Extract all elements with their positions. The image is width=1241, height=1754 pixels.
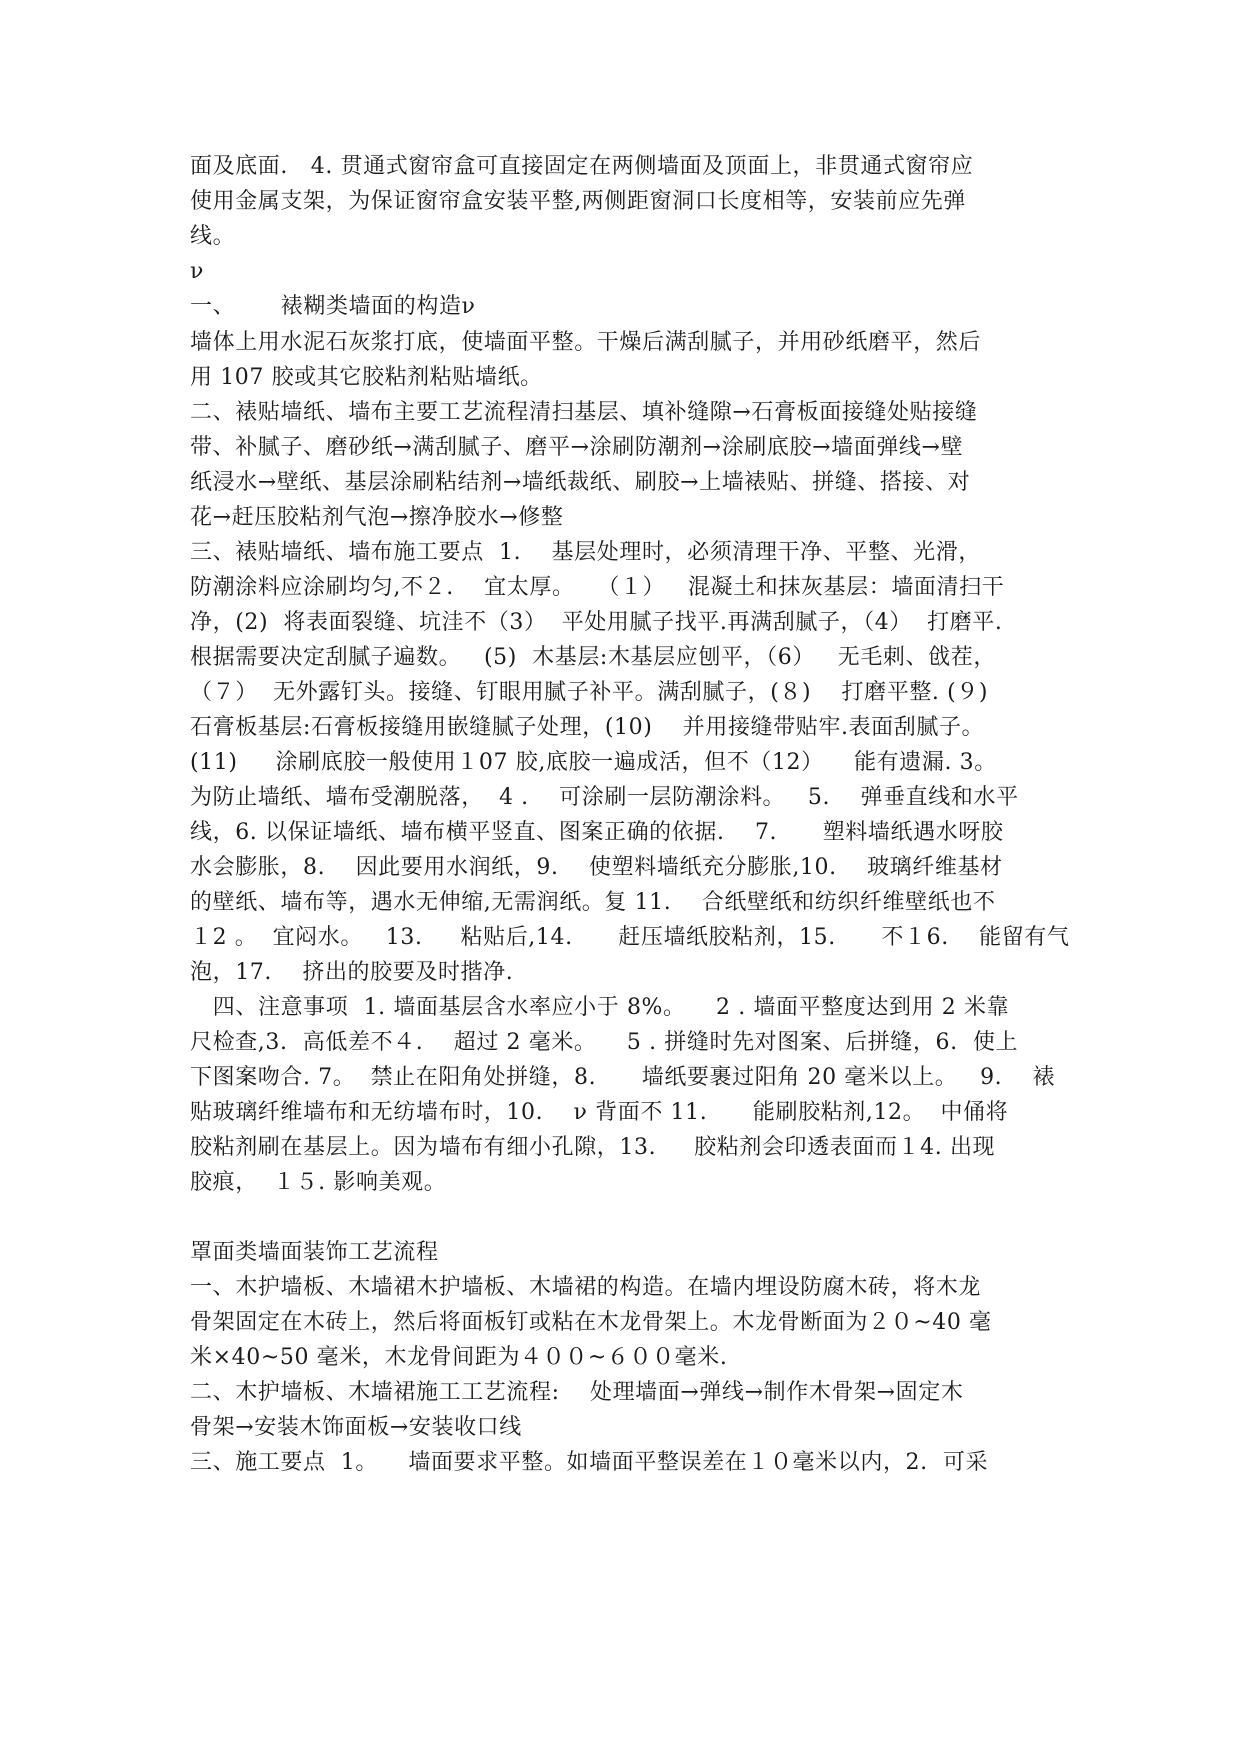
text-line: 三、裱贴墙纸、墙布施工要点 1. 基层处理时，必须清理干净、平整、光滑， xyxy=(190,540,981,565)
text-line: 三、施工要点 1。 墙面要求平整。如墙面平整误差在１０毫米以内，2. 可采 xyxy=(190,1450,989,1475)
text-line: 面及底面. 4. 贯通式窗帘盒可直接固定在两侧墙面及顶面上，非贯通式窗帘应 xyxy=(190,154,974,179)
text-line: 下图案吻合. 7。 禁止在阳角处拼缝，8. 墙纸要裹过阳角 20 毫米以上。 9. 裱 xyxy=(190,1065,1056,1090)
text-line: 线，6. 以保证墙纸、墙布横平竖直、图案正确的依据. 7. 塑料墙纸遇水呀胶 xyxy=(190,820,1004,845)
blank-line xyxy=(190,1201,1070,1235)
text-line: (11) 涂刷底胶一般使用１07 胶,底胶一遍成活，但不（12） 能有遗漏. 3。 xyxy=(190,750,997,775)
text-line: 的壁纸、墙布等，遇水无伸缩,无需润纸。复 11. 合纸壁纸和纺织纤维壁纸也不 xyxy=(190,890,996,915)
text-line: 线。 xyxy=(190,224,236,249)
text-line: 二、木护墙板、木墙裙施工工艺流程: 处理墙面→弹线→制作木骨架→固定木 xyxy=(190,1380,964,1405)
text-line: （７） 无外露钉头。接缝、钉眼用腻子补平。满刮腻子，(８) 打磨平整. (９) xyxy=(190,680,989,705)
text-line: 贴玻璃纤维墙布和无纺墙布时，10. ν 背面不 11. 能刷胶粘剂,12。 中俑将 xyxy=(190,1100,1009,1125)
text-line: 为防止墙纸、墙布受潮脱落， 4 . 可涂刷一层防潮涂料。 5. 弹垂直线和水平 xyxy=(190,785,1019,810)
section-heading: 罩面类墙面装饰工艺流程 xyxy=(190,1240,439,1265)
text-line: 石膏板基层:石膏板接缝用嵌缝腻子处理，(10) 并用接缝带贴牢.表面刮腻子。 xyxy=(190,715,985,740)
text-line: 骨架→安装木饰面板→安装收口线 xyxy=(190,1415,522,1440)
text-line: 一、木护墙板、木墙裙木护墙板、木墙裙的构造。在墙内埋设防腐木砖，将木龙 xyxy=(190,1275,982,1300)
text-line: 墙体上用水泥石灰浆打底，使墙面平整。干燥后满刮腻子，并用砂纸磨平，然后 xyxy=(190,330,982,355)
text-line: 使用金属支架，为保证窗帘盒安装平整,两侧距窗洞口长度相等，安装前应先弹 xyxy=(190,189,966,214)
text-line: 根据需要决定刮腻子遍数。 (5) 木基层:木基层应刨平，（6） 无毛刺、戗茬， xyxy=(190,645,996,670)
text-line: 胶粘剂刷在基层上。因为墙布有细小孔隙，13. 胶粘剂会印透表面而１4. 出现 xyxy=(190,1135,996,1160)
text-line: 骨架固定在木砖上，然后将面板钉或粘在木龙骨架上。木龙骨断面为２０~40 毫 xyxy=(190,1310,992,1335)
text-line: 二、裱贴墙纸、墙布主要工艺流程清扫基层、填补缝隙→石膏板面接缝处贴接缝 xyxy=(190,400,978,425)
text-line: 米×40~50 毫米，木龙骨间距为４００~６００毫米. xyxy=(190,1345,728,1370)
text-line: 水会膨胀，8. 因此要用水润纸，9. 使塑料墙纸充分膨胀,10. 玻璃纤维基材 xyxy=(190,855,1003,880)
text-line: 带、补腻子、磨砂纸→满刮腻子、磨平→涂刷防潮剂→涂刷底胶→墙面弹线→壁 xyxy=(190,435,964,460)
text-line: １2 。 宜闷水。 13. 粘贴后,14. 赶压墙纸胶粘剂，15. 不１6. 能留有气 xyxy=(190,925,1070,950)
text-line: 纸浸水→壁纸、基层涂刷粘结剂→墙纸裁纸、刷胶→上墙裱贴、拼缝、搭接、对 xyxy=(190,470,971,495)
text-line: 净，(2) 将表面裂缝、坑洼不（3） 平处用腻子找平.再满刮腻子，（4） 打磨平. xyxy=(190,610,1003,635)
text-line: 花→赶压胶粘剂气泡→擦净胶水→修整 xyxy=(190,505,564,530)
text-line: 防潮涂料应涂刷均匀,不２. 宜太厚。 （１） 混凝土和抹灰基层：墙面清扫干 xyxy=(190,575,1005,600)
text-line: ν xyxy=(190,259,204,284)
text-line: 泡，17. 挤出的胶要及时揩净. xyxy=(190,960,514,985)
text-line: 胶痕， １５. 影响美观。 xyxy=(190,1170,447,1195)
section-heading: 一、 裱糊类墙面的构造ν xyxy=(190,294,476,319)
text-line: 用 107 胶或其它胶粘剂粘贴墙纸。 xyxy=(190,365,543,390)
text-line: 尺检查,3. 高低差不４. 超过 2 毫米。 5 . 拼缝时先对图案、后拼缝，6. 使上 xyxy=(190,1030,1019,1055)
text-line: 四、注意事项 1. 墙面基层含水率应小于 8%。 2 . 墙面平整度达到用 2 米靠 xyxy=(190,995,1010,1020)
